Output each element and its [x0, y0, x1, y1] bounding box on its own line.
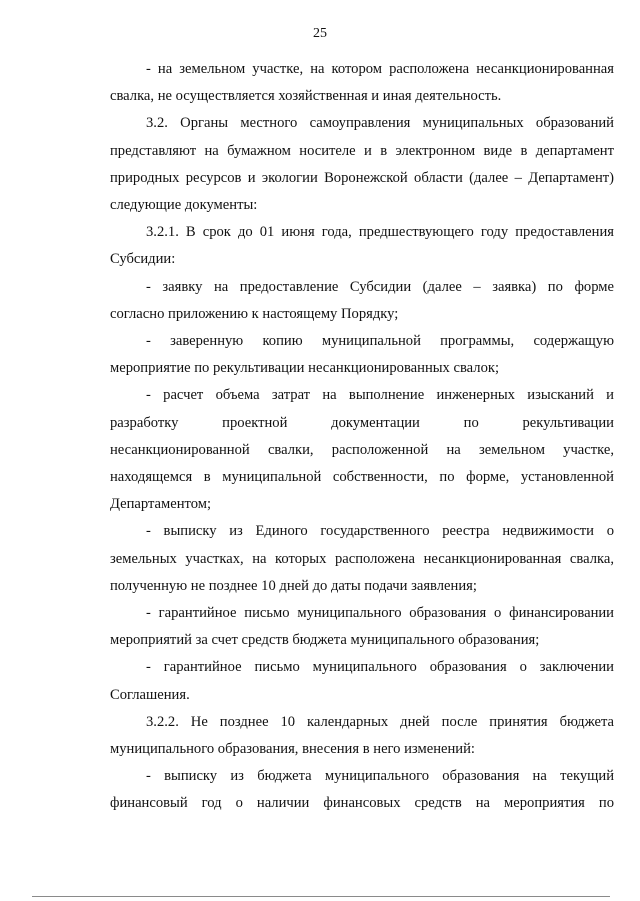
text-line: мероприятий за счет средств бюджета муниципального образования;: [110, 632, 540, 649]
text-line: представляют на бумажном носителе и в электронном виде в департамент: [110, 142, 614, 159]
paragraph: [110, 709, 614, 763]
paragraph: [110, 56, 614, 110]
text-line: - выписку из Единого государственного реестра недвижимости о: [146, 523, 614, 540]
text-line: финансовый год о наличии финансовых средств на мероприятия по: [110, 795, 614, 812]
footer-rule: [32, 896, 610, 897]
text-line: 3.2.1. В срок до 01 июня года, предшествующего году предоставления: [146, 224, 614, 241]
text-line: разработку проектной документации по рекультивации: [110, 414, 614, 431]
text-line: Департаментом;: [110, 496, 212, 513]
paragraph: [110, 328, 614, 382]
text-line: - заявку на предоставление Субсидии (далее – заявка) по форме: [146, 278, 614, 295]
text-line: 3.2.2. Не позднее 10 календарных дней после принятия бюджета: [146, 713, 614, 730]
text-line: полученную не позднее 10 дней до даты подачи заявления;: [110, 577, 477, 594]
text-line: земельных участках, на которых расположена несанкционированная свалка,: [110, 550, 614, 567]
text-line: природных ресурсов и экологии Воронежской области (далее – Департамент): [110, 169, 614, 186]
text-line: - на земельном участке, на котором расположена несанкционированная: [146, 61, 614, 77]
text-line: несанкционированной свалки, расположенной на земельном участке,: [110, 441, 614, 458]
text-line: - расчет объема затрат на выполнение инженерных изысканий и: [146, 387, 614, 404]
text-line: - заверенную копию муниципальной программы, содержащую: [146, 333, 614, 350]
text-line: мероприятие по рекультивации несанкционированных свалок;: [110, 360, 500, 377]
text-line: Соглашения.: [110, 686, 190, 703]
paragraph: [110, 763, 614, 817]
page-number: 25: [313, 26, 327, 41]
text-line: 3.2. Органы местного самоуправления муниципальных образований: [146, 115, 614, 132]
paragraph: [110, 110, 614, 219]
text-line: следующие документы:: [110, 197, 258, 214]
text-line: - гарантийное письмо муниципального образования о финансировании: [146, 605, 614, 622]
text-line: Субсидии:: [110, 251, 176, 268]
document-body: [110, 56, 614, 818]
text-line: муниципального образования, внесения в него изменений:: [110, 741, 475, 758]
paragraph: [110, 219, 614, 273]
paragraph: [110, 274, 614, 328]
paragraph: [110, 654, 614, 708]
text-line: согласно приложению к настоящему Порядку;: [110, 305, 399, 322]
paragraph: [110, 518, 614, 600]
text-line: - гарантийное письмо муниципального образования о заключении: [146, 659, 614, 676]
paragraph: [110, 382, 614, 518]
text-line: свалка, не осуществляется хозяйственная и иная деятельность.: [110, 88, 502, 105]
text-line: находящемся в муниципальной собственности, по форме, установленной: [110, 469, 614, 486]
text-line: - выписку из бюджета муниципального образования на текущий: [146, 768, 614, 785]
paragraph: [110, 600, 614, 654]
